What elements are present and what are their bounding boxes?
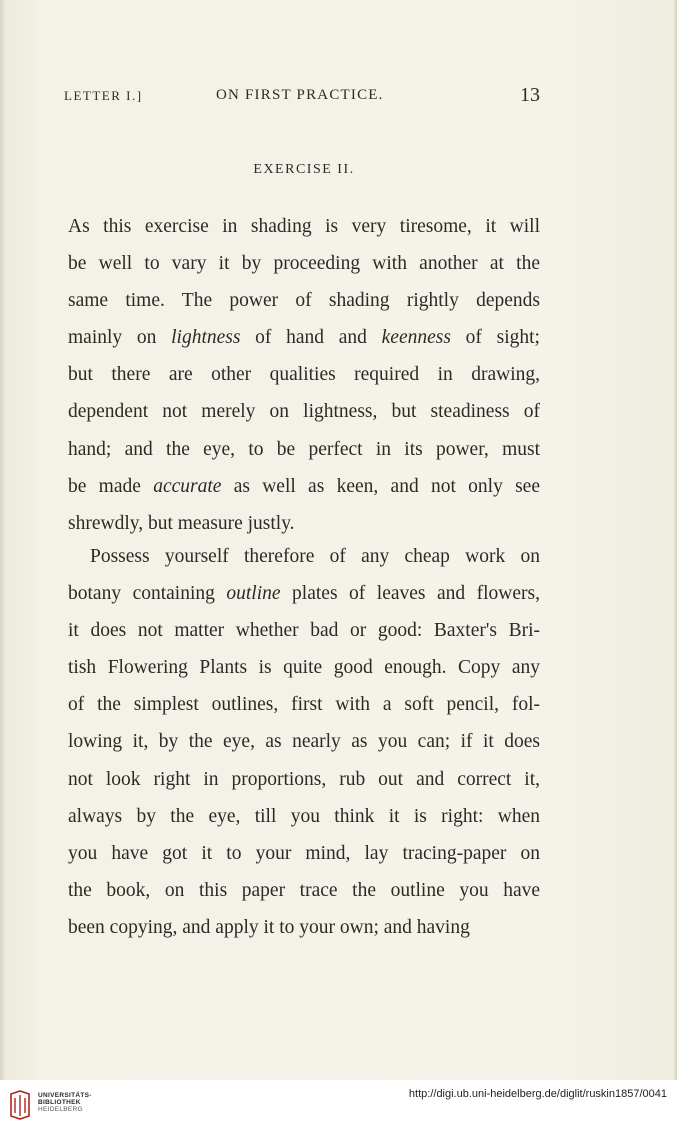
text-segment: botany containing — [68, 583, 227, 605]
text-line: been copying, and apply it to your own; and having — [68, 916, 470, 938]
text-line: tish Flowering Plants is quite good enough. Copy any — [68, 657, 540, 679]
text-line — [68, 468, 540, 505]
text-segment: of hand and — [240, 327, 382, 349]
library-name-line: HEIDELBERG — [38, 1106, 83, 1113]
text-line: same time. The power of shading rightly depends — [68, 290, 540, 312]
library-logo-icon — [8, 1090, 32, 1120]
digitization-footer — [0, 1080, 677, 1129]
text-line: of the simplest outlines, first with a soft pencil, fol- — [68, 694, 540, 716]
text-segment: of sight; — [450, 327, 540, 349]
text-segment: mainly on — [68, 327, 172, 349]
source-url-link[interactable]: http://digi.ub.uni-heidelberg.de/diglit/ruskin1857/0041 — [408, 1088, 667, 1100]
text-segment: as well as keen, and not only see — [221, 475, 540, 497]
page-number: 13 — [520, 84, 540, 106]
section-heading: EXERCISE II. — [253, 162, 355, 177]
text-line: dependent not merely on lightness, but steadiness of — [68, 401, 540, 423]
running-header — [64, 86, 540, 110]
text-line — [68, 575, 540, 612]
text-line: Possess yourself therefore of any cheap work on — [90, 546, 540, 567]
text-line: be well to vary it by proceeding with another at the — [68, 253, 540, 275]
text-line: it does not matter whether bad or good: Baxter's Bri- — [68, 620, 540, 642]
page-edge — [673, 0, 677, 1080]
text-line: hand; and the eye, to be perfect in its power, must — [68, 438, 540, 460]
running-header-left: LETTER I.] — [64, 88, 143, 103]
text-line: not look right in proportions, rub out and correct it, — [68, 768, 540, 790]
italic-term: outline — [226, 583, 281, 605]
italic-term: accurate — [153, 475, 222, 497]
text-segment: plates of leaves and flowers, — [280, 583, 541, 605]
paragraph-1 — [68, 208, 540, 542]
text-line: shrewdly, but measure justly. — [68, 512, 295, 534]
italic-term: lightness — [171, 327, 241, 349]
text-line — [68, 319, 540, 356]
text-segment: be made — [68, 475, 154, 497]
text-line: always by the eye, till you think it is right: when — [68, 805, 540, 827]
paragraph-2 — [68, 538, 540, 946]
italic-term: keenness — [381, 327, 451, 349]
text-line: lowing it, by the eye, as nearly as you can; if it does — [68, 731, 540, 753]
library-name-line: UNIVERSITÄTS- — [38, 1092, 92, 1099]
text-line: As this exercise in shading is very tiresome, it will — [68, 216, 540, 237]
running-header-title: ON FIRST PRACTICE. — [216, 87, 384, 103]
text-line: the book, on this paper trace the outline you have — [68, 879, 540, 901]
text-line: you have got it to your mind, lay tracing-paper on — [68, 842, 540, 864]
library-name-line: BIBLIOTHEK — [38, 1099, 81, 1106]
library-name — [38, 1092, 92, 1113]
text-line: but there are other qualities required in drawing, — [68, 364, 540, 386]
